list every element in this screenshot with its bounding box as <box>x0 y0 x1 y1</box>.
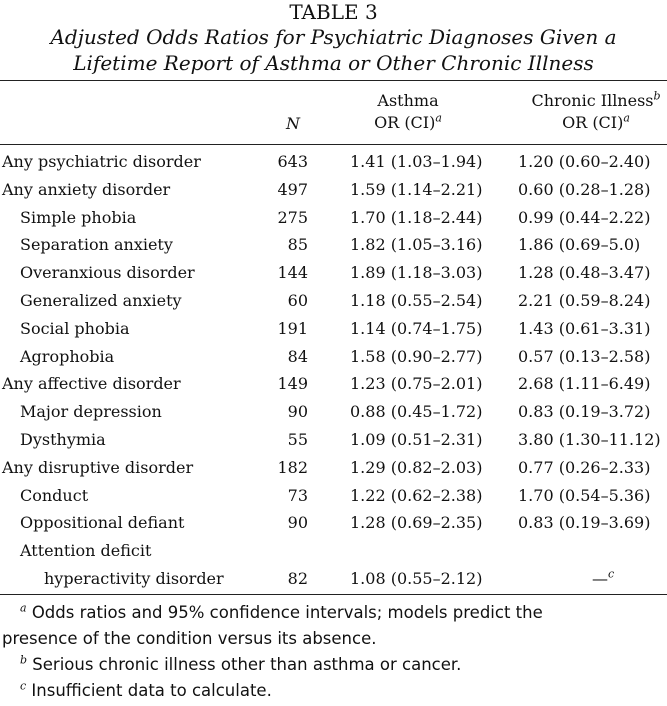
row-label: hyperactivity disorder <box>44 568 224 588</box>
row-chronic: 0.77 (0.26–2.33) <box>518 457 651 477</box>
header-n: N <box>286 114 300 133</box>
table-row <box>0 509 667 537</box>
table-row <box>0 176 667 204</box>
row-chronic-value: — <box>592 568 608 588</box>
row-chronic: 2.21 (0.59–8.24) <box>518 290 651 310</box>
footnote-b <box>0 652 667 678</box>
row-n: 60 <box>287 290 308 310</box>
row-n: 149 <box>277 374 308 394</box>
row-label: Any affective disorder <box>2 374 181 394</box>
header-asthma-top: Asthma <box>377 91 439 110</box>
row-label: Any psychiatric disorder <box>2 152 201 171</box>
row-label: Any anxiety disorder <box>2 179 171 199</box>
row-asthma: 1.58 (0.90–2.77) <box>350 346 483 366</box>
row-chronic: 0.83 (0.19–3.72) <box>518 402 651 422</box>
footnote-a-continued: presence of the condition versus its absence. <box>2 629 377 648</box>
row-n: 90 <box>287 513 308 533</box>
row-label: Social phobia <box>20 318 130 338</box>
row-n: 275 <box>277 207 308 227</box>
table-row <box>0 231 667 259</box>
bottom-rule <box>0 594 667 595</box>
row-n: 182 <box>277 457 308 477</box>
row-asthma: 1.70 (1.18–2.44) <box>350 207 483 227</box>
row-n: 55 <box>287 429 308 449</box>
header-chronic-title: Chronic Illness <box>531 91 654 110</box>
row-asthma: 1.59 (1.14–2.21) <box>350 179 483 199</box>
row-chronic: 0.60 (0.28–1.28) <box>518 179 651 199</box>
table-row <box>0 537 667 565</box>
row-label: Generalized anxiety <box>20 290 182 310</box>
row-chronic: 2.68 (1.11–6.49) <box>518 374 651 394</box>
header-chronic <box>514 90 667 134</box>
row-asthma: 1.89 (1.18–3.03) <box>350 263 483 283</box>
footnote-b-text: Serious chronic illness other than asthma or cancer. <box>32 655 462 674</box>
row-n: 497 <box>277 179 308 199</box>
row-asthma: 1.09 (0.51–2.31) <box>350 429 483 449</box>
row-n: 144 <box>277 263 308 283</box>
row-chronic: 0.83 (0.19–3.69) <box>518 513 651 533</box>
row-chronic: 1.86 (0.69–5.0) <box>518 235 641 255</box>
footnote-c-text: Insufficient data to calculate. <box>31 681 272 700</box>
row-n: 84 <box>287 346 308 366</box>
footnote-b-mark: b <box>20 653 28 667</box>
row-asthma: 1.23 (0.75–2.01) <box>350 374 483 394</box>
header-asthma-bottom <box>338 112 478 134</box>
table-body <box>0 148 667 593</box>
table-row <box>0 343 667 371</box>
table-row <box>0 370 667 398</box>
header-chronic-or: OR (CI) <box>562 113 624 132</box>
footnote-a-text-1: Odds ratios and 95% confidence intervals; models predict the <box>31 603 543 622</box>
table-row <box>0 259 667 287</box>
header-chronic-bottom <box>514 112 667 134</box>
row-label: Conduct <box>20 485 89 505</box>
row-asthma: 1.18 (0.55–2.54) <box>350 290 483 310</box>
row-n: 90 <box>287 402 308 422</box>
row-label: Any disruptive disorder <box>2 457 194 477</box>
header-chronic-sup: a <box>623 111 630 125</box>
row-asthma: 1.28 (0.69–2.35) <box>350 513 483 533</box>
table-title-line-1: Adjusted Odds Ratios for Psychiatric Diagnoses Given a <box>50 25 617 49</box>
table-row <box>0 287 667 315</box>
row-asthma: 0.88 (0.45–1.72) <box>350 402 483 422</box>
table-row <box>0 565 667 593</box>
row-label: Agrophobia <box>20 346 115 366</box>
footnote-a <box>0 600 667 626</box>
row-n: 73 <box>287 485 308 505</box>
row-asthma: 1.14 (0.74–1.75) <box>350 318 483 338</box>
row-label: Separation anxiety <box>20 235 173 255</box>
row-asthma: 1.08 (0.55–2.12) <box>350 568 483 588</box>
table-row <box>0 315 667 343</box>
footnotes <box>0 600 667 704</box>
table-row <box>0 482 667 510</box>
header-chronic-top-sup: b <box>653 89 661 103</box>
footnote-a-mark: a <box>20 601 27 615</box>
header-asthma <box>338 90 478 134</box>
row-chronic: 0.57 (0.13–2.58) <box>518 346 651 366</box>
header-rule <box>0 144 667 145</box>
table-row <box>0 398 667 426</box>
header-chronic-top <box>514 90 667 112</box>
row-asthma: 1.29 (0.82–2.03) <box>350 457 483 477</box>
row-asthma: 1.22 (0.62–2.38) <box>350 485 483 505</box>
row-chronic: 3.80 (1.30–11.12) <box>518 429 661 449</box>
row-chronic: 1.20 (0.60–2.40) <box>518 152 651 171</box>
row-chronic: 1.43 (0.61–3.31) <box>518 318 651 338</box>
row-label: Major depression <box>20 402 162 422</box>
header-asthma-or: OR (CI) <box>374 113 436 132</box>
header-asthma-sup: a <box>435 111 442 125</box>
row-label: Overanxious disorder <box>20 263 195 283</box>
row-chronic-sup: c <box>608 567 615 581</box>
table-row <box>0 454 667 482</box>
footnote-c-mark: c <box>20 679 27 693</box>
row-asthma: 1.41 (1.03–1.94) <box>350 152 483 171</box>
footnote-c <box>0 678 667 704</box>
row-chronic: 0.99 (0.44–2.22) <box>518 207 651 227</box>
top-rule <box>0 80 667 81</box>
table-header <box>0 88 667 140</box>
table-row <box>0 204 667 232</box>
row-n: 85 <box>287 235 308 255</box>
row-n: 82 <box>287 568 308 588</box>
row-asthma: 1.82 (1.05–3.16) <box>350 235 483 255</box>
row-chronic: 1.70 (0.54–5.36) <box>518 485 651 505</box>
row-chronic: 1.28 (0.48–3.47) <box>518 263 651 283</box>
row-label: Attention deficit <box>20 541 152 561</box>
row-n: 191 <box>277 318 308 338</box>
table-row <box>0 148 667 176</box>
row-label: Oppositional defiant <box>20 513 185 533</box>
row-label: Simple phobia <box>20 207 137 227</box>
row-label: Dysthymia <box>20 429 106 449</box>
row-chronic <box>518 565 667 593</box>
table-row <box>0 426 667 454</box>
table-title-line-2: Lifetime Report of Asthma or Other Chronic Illness <box>73 51 594 75</box>
table-number: TABLE 3 <box>289 0 378 24</box>
row-n: 643 <box>277 152 308 171</box>
